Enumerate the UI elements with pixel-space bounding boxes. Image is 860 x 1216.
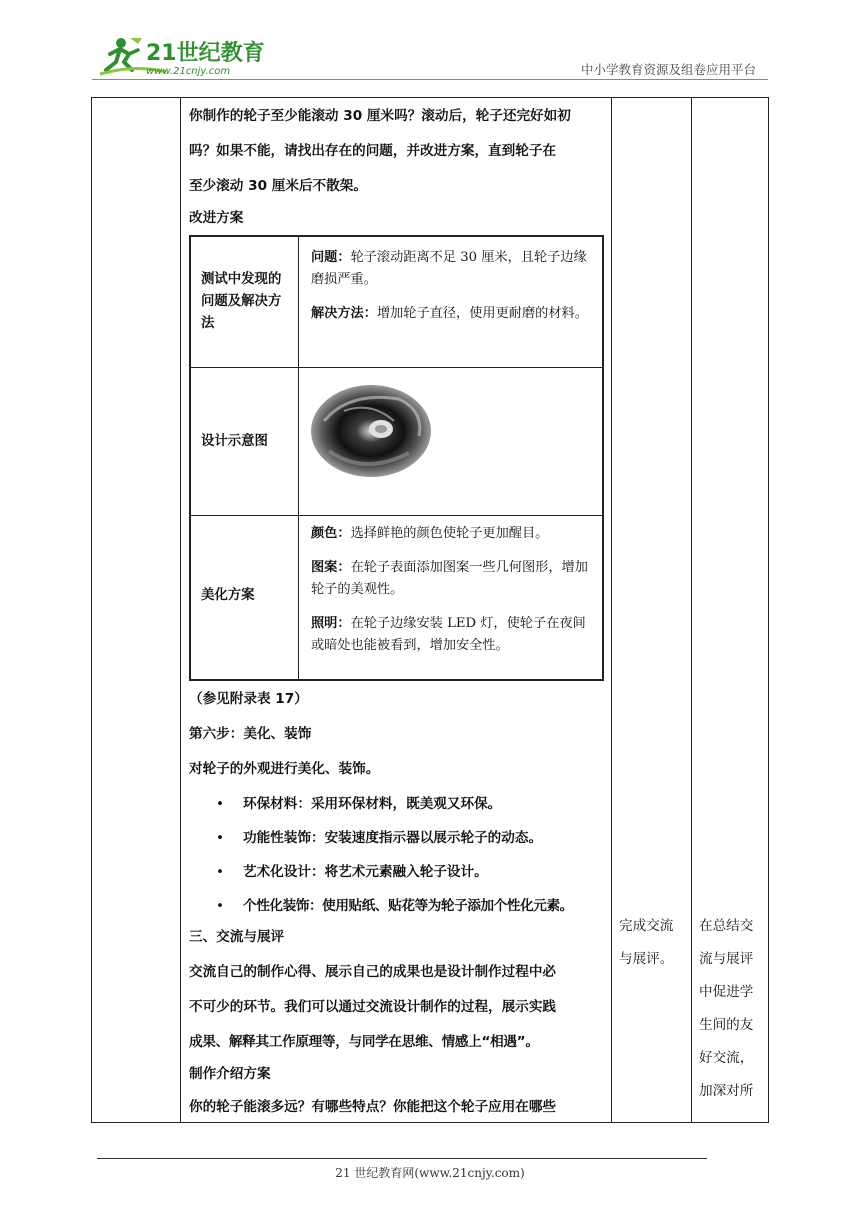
beautify-plan-cell: 颜色：选择鲜艳的颜色使轮子更加醒目。 图案：在轮子表面添加图案一些几何图形，增加轮子的美观性。 照明：在轮子边缘安装 LED 灯，使轮子在夜间或暗处也能被看到，增加安全性。 xyxy=(311,526,588,653)
footer-divider xyxy=(97,1158,707,1159)
appendix-reference: （参见附录表 17） xyxy=(189,691,308,707)
footer-text: 21 世纪教育网(www.21cnjy.com) xyxy=(335,1166,525,1180)
lesson-table xyxy=(91,97,769,1123)
diagram-row-label: 设计示意图 xyxy=(201,434,268,449)
bullet-icon: • xyxy=(216,796,225,812)
beautify-row-label: 美化方案 xyxy=(201,588,255,603)
column-divider xyxy=(180,98,181,1122)
step6-description: 对轮子的外观进行美化、装饰。 xyxy=(189,761,380,777)
bullet-icon: • xyxy=(216,864,225,880)
column-divider xyxy=(611,98,612,1122)
inner-column-divider xyxy=(298,237,299,679)
runner-logo-icon xyxy=(96,34,276,78)
improve-heading: 改进方案 xyxy=(189,210,244,226)
problem-row-label: 测试中发现的问题及解决方法 xyxy=(201,272,282,331)
improvement-plan-table xyxy=(189,235,604,681)
student-activity-cell: 完成交流 与展评。 xyxy=(619,918,674,967)
svg-text:www.21cnjy.com: www.21cnjy.com xyxy=(146,66,231,77)
header-divider xyxy=(92,79,768,80)
svg-text:21世纪教育: 21世纪教育 xyxy=(146,41,265,66)
intro-plan-title: 制作介绍方案 xyxy=(189,1066,271,1082)
list-item: • 个性化装饰：使用贴纸、贴花等为轮子添加个性化元素。 xyxy=(189,889,619,923)
final-question: 你的轮子能滚多远？有哪些特点？你能把这个轮子应用在哪些 xyxy=(189,1099,557,1115)
intro-paragraph: 你制作的轮子至少能滚动 30 厘米吗？滚动后，轮子还完好如初 吗？如果不能，请找出存在的问题，并改进方案，直到轮子在 至少滚动 30 厘米后不散架。 xyxy=(189,108,571,194)
inner-row-divider xyxy=(191,367,602,368)
inner-row-divider xyxy=(191,515,602,516)
list-item: • 功能性装饰：安装速度指示器以展示轮子的动态。 xyxy=(189,821,619,855)
wheel-design-image xyxy=(309,381,434,481)
section3-paragraph: 交流自己的制作心得、展示自己的成果也是设计制作过程中必 不可少的环节。我们可以通过交流设计制作的过程，展示实践 成果、解释其工作原理等，与同学在思维、情感上“相遇”。 xyxy=(189,964,557,1050)
design-intent-cell: 在总结交 流与展评 中促进学 生间的友 好交流， 加深对所 xyxy=(699,918,754,1099)
decoration-list xyxy=(189,787,619,923)
section3-title: 三、交流与展评 xyxy=(189,929,285,945)
column-divider xyxy=(691,98,692,1122)
list-item: • 艺术化设计：将艺术元素融入轮子设计。 xyxy=(189,855,619,889)
problem-solution-cell: 问题：轮子滚动距离不足 30 厘米，且轮子边缘磨损严重。 解决方法：增加轮子直径，使用更耐磨的材料。 xyxy=(311,250,588,321)
list-item: • 环保材料：采用环保材料，既美观又环保。 xyxy=(189,787,619,821)
step6-title: 第六步：美化、装饰 xyxy=(189,726,312,742)
site-logo xyxy=(96,34,276,78)
platform-name: 中小学教育资源及组卷应用平台 xyxy=(580,62,756,77)
bullet-icon: • xyxy=(216,898,225,914)
bullet-icon: • xyxy=(216,830,225,846)
